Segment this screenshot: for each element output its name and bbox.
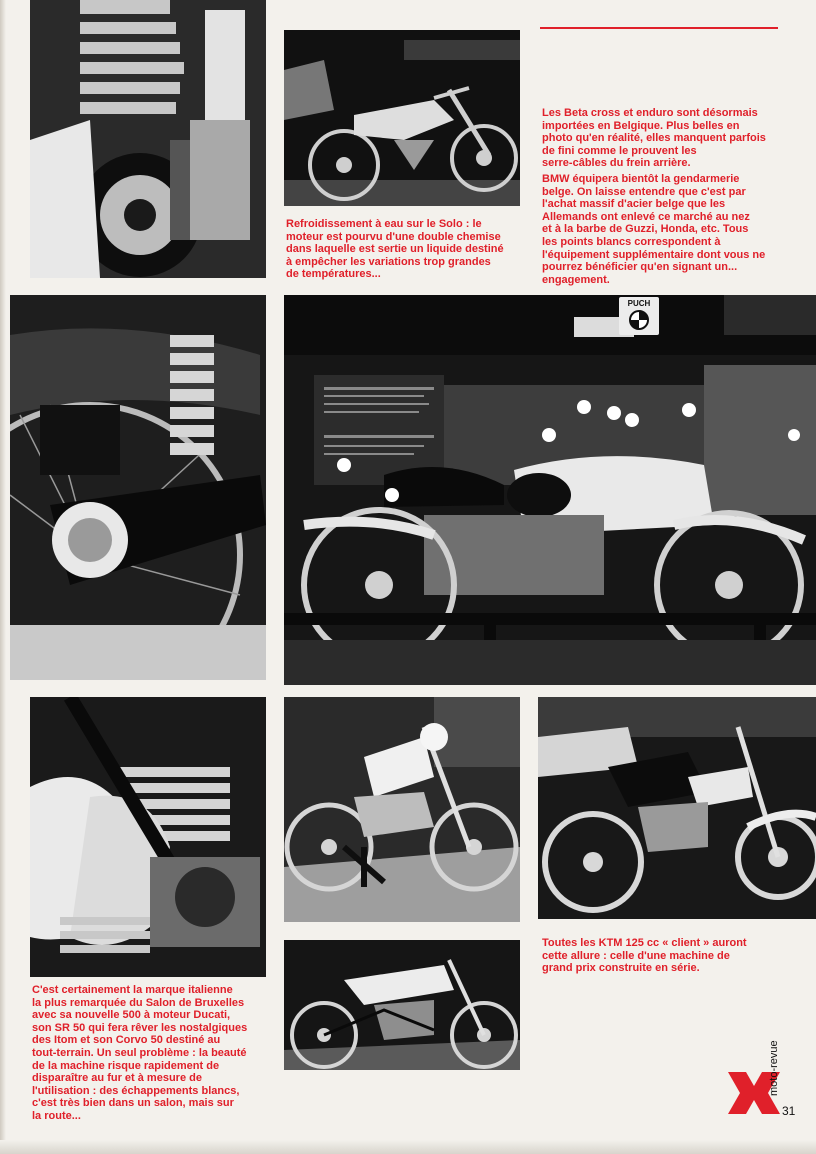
photo-rear-shock-wheel bbox=[10, 295, 266, 680]
photo-ducati-corvo bbox=[284, 940, 520, 1070]
caption-solo-cooling: Refroidissement à eau sur le Solo : le moteur est pourvu d'une double chemise dans laquelle est sertie un liquide destiné à empêcher les variations trop grandes de températures... bbox=[286, 218, 504, 281]
caption-ducati-salon: C'est certainement la marque italienne la plus remarquée du Salon de Bruxelles avec sa nouvelle 500 à moteur Ducati, son SR 50 qui fera rêver les nostalgiques des Itom et son Corvo 50 destiné au tout-terrain. Un seul problème : la beauté de la machine risque rapidement de disparaître au fur et à mesure de l'utilisation : des échappements blancs, c'est très bien dans un salon, mais sur la route... bbox=[32, 984, 248, 1122]
page-number: 31 bbox=[782, 1104, 796, 1118]
publication-name: moto-revue bbox=[768, 1040, 780, 1096]
photo-sr50-white bbox=[284, 697, 520, 922]
photo-ducati-engine bbox=[30, 697, 266, 977]
photo-beta-cross bbox=[284, 30, 520, 206]
puch-sign bbox=[619, 297, 659, 335]
photo-bmw-police-motorcycle bbox=[284, 295, 816, 685]
caption-ktm-125: Toutes les KTM 125 cc « client » auront cette allure : celle d'une machine de grand prix construite en série. bbox=[542, 937, 747, 975]
caption-beta-cross: Les Beta cross et enduro sont désormais importées en Belgique. Plus belles en photo qu'en réalité, elles manquent parfois de fini comme le prouvent les serre-câbles du frein arrière. bbox=[542, 107, 766, 170]
photo-ktm-125 bbox=[538, 697, 816, 919]
caption-bmw-gendarmerie: BMW équipera bientôt la gendarmerie belge. On laisse entendre que c'est par l'achat massif d'acier belge que les Allemands ont enlevé ce marché au nez et à la barbe de Guzzi, Honda, etc. Tous les points blancs correspondent à l'équipement supplémentaire dont vous ne pourrez bénéficier qu'en signant un... engagement. bbox=[542, 173, 766, 286]
photo-engine-closeup bbox=[30, 0, 266, 278]
page-spine-shadow bbox=[0, 0, 6, 1154]
page-bottom-edge bbox=[0, 1140, 816, 1154]
caption-divider-rule bbox=[540, 27, 778, 29]
puch-sign-label: PUCH bbox=[627, 299, 651, 308]
